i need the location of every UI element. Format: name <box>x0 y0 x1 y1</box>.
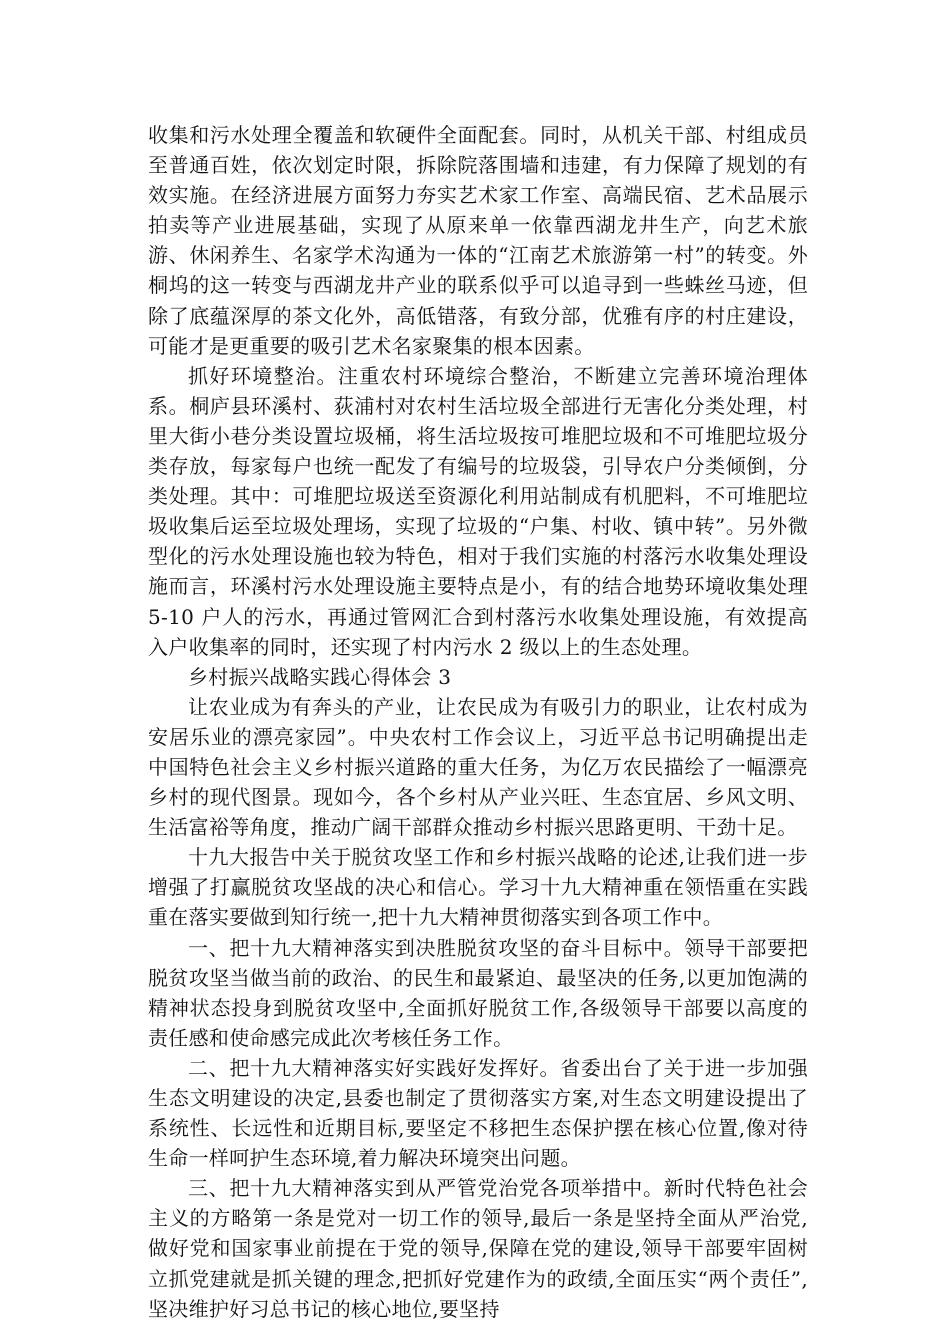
paragraph-point-three: 三、把十九大精神落实到从严管党治党各项举措中。新时代特色社会主义的方略第一条是党对一切工作的领导,最后一条是坚持全面从严治党,做好党和国家事业前提在于党的领导,保障在党的建设,领导干部要牢固树立抓党建就是抓关键的理念,把抓好党建作为的政绩,全面压实“两个责任”,坚决维护好习总书记的核心地位,要坚持 <box>148 1176 808 1321</box>
paragraph-point-two: 二、把十九大精神落实好实践好发挥好。省委出台了关于进一步加强生态文明建设的决定,县委也制定了贯彻落实方案,对生态文明建设提出了系统性、长远性和近期目标,要坚定不移把生态保护摆在核心位置,像对待生命一样呵护生态环境,着力解决环境突出问题。 <box>148 1055 808 1171</box>
paragraph-report: 十九大报告中关于脱贫攻坚工作和乡村振兴战略的论述,让我们进一步增强了打赢脱贫攻坚战的决心和信心。学习十九大精神重在领悟重在实践重在落实要做到知行统一,把十九大精神贯彻落实到各项工作中。 <box>148 845 808 930</box>
paragraph-continued: 收集和污水处理全覆盖和软硬件全面配套。同时，从机关干部、村组成员至普通百姓，依次划定时限，拆除院落围墙和违建，有力保障了规划的有效实施。在经济进展方面努力夯实艺术家工作室、高端民宿、艺术品展示拍卖等产业进展基础，实现了从原来单一依靠西湖龙井生产，向艺术旅游、休闲养生、名家学术沟通为一体的“江南艺术旅游第一村”的转变。外桐坞的这一转变与西湖龙井产业的联系似乎可以追寻到一些蛛丝马迹，但除了底蕴深厚的茶文化外，高低错落，有致分部，优雅有序的村庄建设，可能才是更重要的吸引艺术名家聚集的根本因素。 <box>148 123 808 358</box>
paragraph-environment: 抓好环境整治。注重农村环境综合整治，不断建立完善环境治理体系。桐庐县环溪村、荻浦村对农村生活垃圾全部进行无害化分类处理，村里大街小巷分类设置垃圾桶，将生活垃圾按可堆肥垃圾和不可堆肥垃圾分类存放，每家每户也统一配发了有编号的垃圾袋，引导农户分类倾倒，分类处理。其中：可堆肥垃圾送至资源化利用站制成有机肥料，不可堆肥垃圾收集后运至垃圾处理场，实现了垃圾的“户集、村收、镇中转”。另外微型化的污水处理设施也较为特色，相对于我们实施的村落污水收集处理设施而言，环溪村污水处理设施主要特点是小，有的结合地势环境收集处理 5-10 户人的污水，再通过管网汇合到村落污水收集处理设施，有效提高入户收集率的同时，还实现了村内污水 2 级以上的生态处理。 <box>148 363 808 659</box>
section-heading: 乡村振兴战略实践心得体会 3 <box>188 664 452 689</box>
document-page <box>148 120 808 1324</box>
paragraph-point-one: 一、把十九大精神落实到决胜脱贫攻坚的奋斗目标中。领导干部要把脱贫攻坚当做当前的政治、的民生和最紧迫、最坚决的任务,以更加饱满的精神状态投身到脱贫攻坚中,全面抓好脱贫工作,各级领导干部要以高度的责任感和使命感完成此次考核任务工作。 <box>148 935 808 1050</box>
paragraph-intro: 让农业成为有奔头的产业，让农民成为有吸引力的职业，让农村成为安居乐业的漂亮家园”。中央农村工作会议上，习近平总书记明确提出走中国特色社会主义乡村振兴道路的重大任务，为亿万农民描绘了一幅漂亮乡村的现代图景。现如今，各个乡村从产业兴旺、生态宜居、乡风文明、生活富裕等角度，推动广阔干部群众推动乡村振兴思路更明、干劲十足。 <box>148 694 808 840</box>
